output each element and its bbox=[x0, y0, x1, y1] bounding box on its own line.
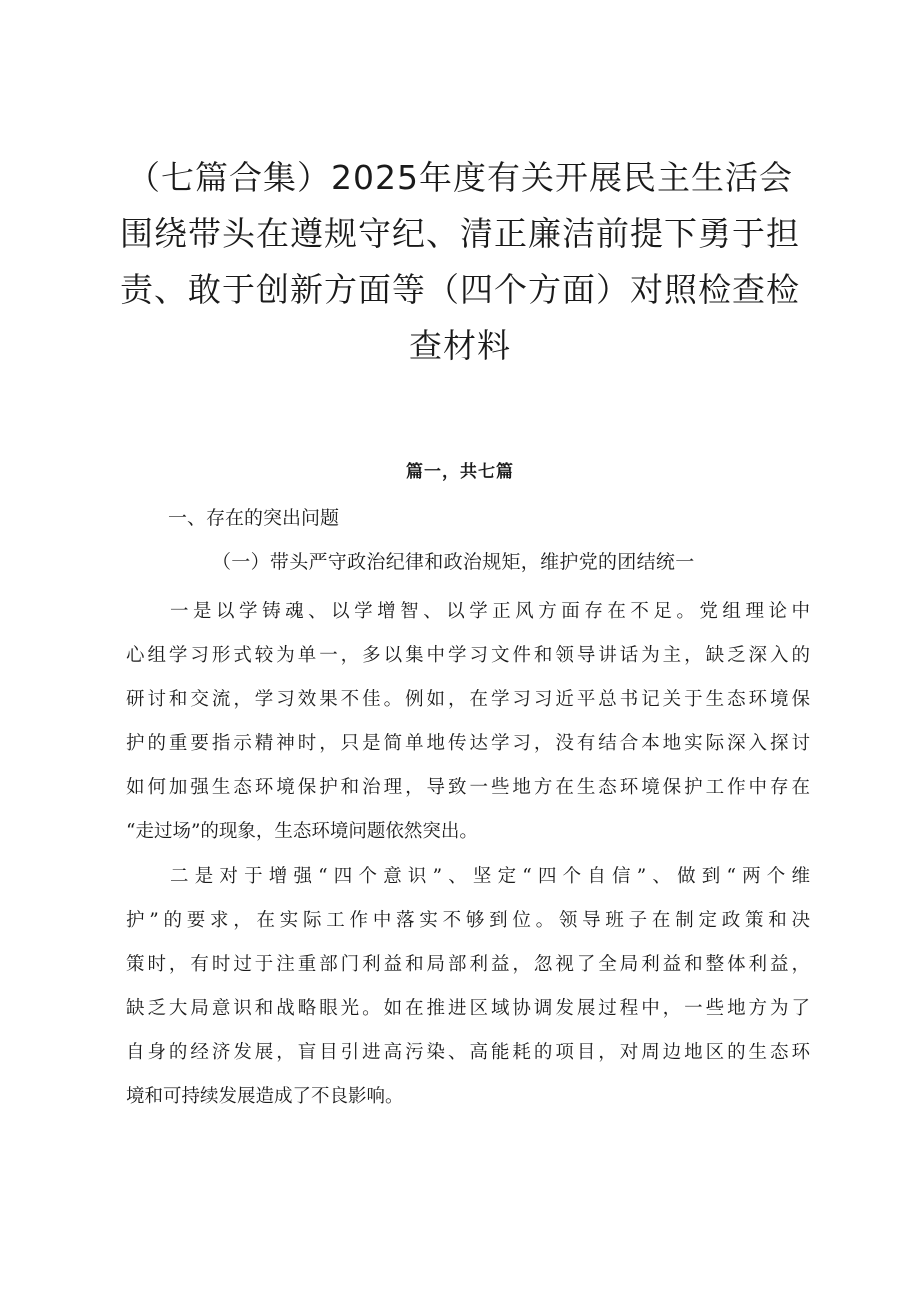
title-line: 查材料 bbox=[409, 326, 511, 365]
document-title bbox=[110, 150, 810, 374]
title-line: 责、敢于创新方面等（四个方面）对照检查检 bbox=[120, 270, 800, 309]
paragraph-line: 如何加强生态环境保护和治理，导致一些地方在生态环境保护工作中存在 bbox=[126, 777, 810, 798]
paragraph-line: 策时，有时过于注重部门利益和局部利益，忽视了全局利益和整体利益， bbox=[126, 954, 810, 975]
paragraph-line: 自身的经济发展，盲目引进高污染、高能耗的项目，对周边地区的生态环 bbox=[126, 1042, 810, 1063]
paragraph-line: 心组学习形式较为单一，多以集中学习文件和领导讲话为主，缺乏深入的 bbox=[126, 645, 810, 666]
paragraph-2 bbox=[126, 855, 810, 1119]
title-line: （七篇合集）2025年度有关开展民主生活会 bbox=[127, 158, 793, 197]
paragraph-line: 一是以学铸魂、以学增智、以学正风方面存在不足。党组理论中 bbox=[170, 601, 810, 622]
paragraph-line: 护的重要指示精神时，只是简单地传达学习，没有结合本地实际深入探讨 bbox=[126, 733, 810, 754]
paragraph-line: 二是对于增强“四个意识”、坚定“四个自信”、做到“两个维 bbox=[170, 866, 810, 887]
part-label: 篇一，共七篇 bbox=[406, 462, 514, 482]
paragraph-line: 护”的要求，在实际工作中落实不够到位。领导班子在制定政策和决 bbox=[126, 910, 810, 931]
paragraph-line: 缺乏大局意识和战略眼光。如在推进区域协调发展过程中，一些地方为了 bbox=[126, 998, 810, 1019]
section-heading: 一、存在的突出问题 bbox=[168, 507, 340, 529]
title-line: 围绕带头在遵规守纪、清正廉洁前提下勇于担 bbox=[120, 214, 800, 253]
sub-heading: （一）带头严守政治纪律和政治规矩，维护党的团结统一 bbox=[212, 551, 695, 573]
paragraph-line: “走过场”的现象，生态环境问题依然突出。 bbox=[126, 821, 478, 842]
paragraph-line: 境和可持续发展造成了不良影响。 bbox=[126, 1086, 404, 1107]
paragraph-1 bbox=[126, 590, 810, 854]
paragraph-line: 研讨和交流，学习效果不佳。例如，在学习习近平总书记关于生态环境保 bbox=[126, 689, 810, 710]
